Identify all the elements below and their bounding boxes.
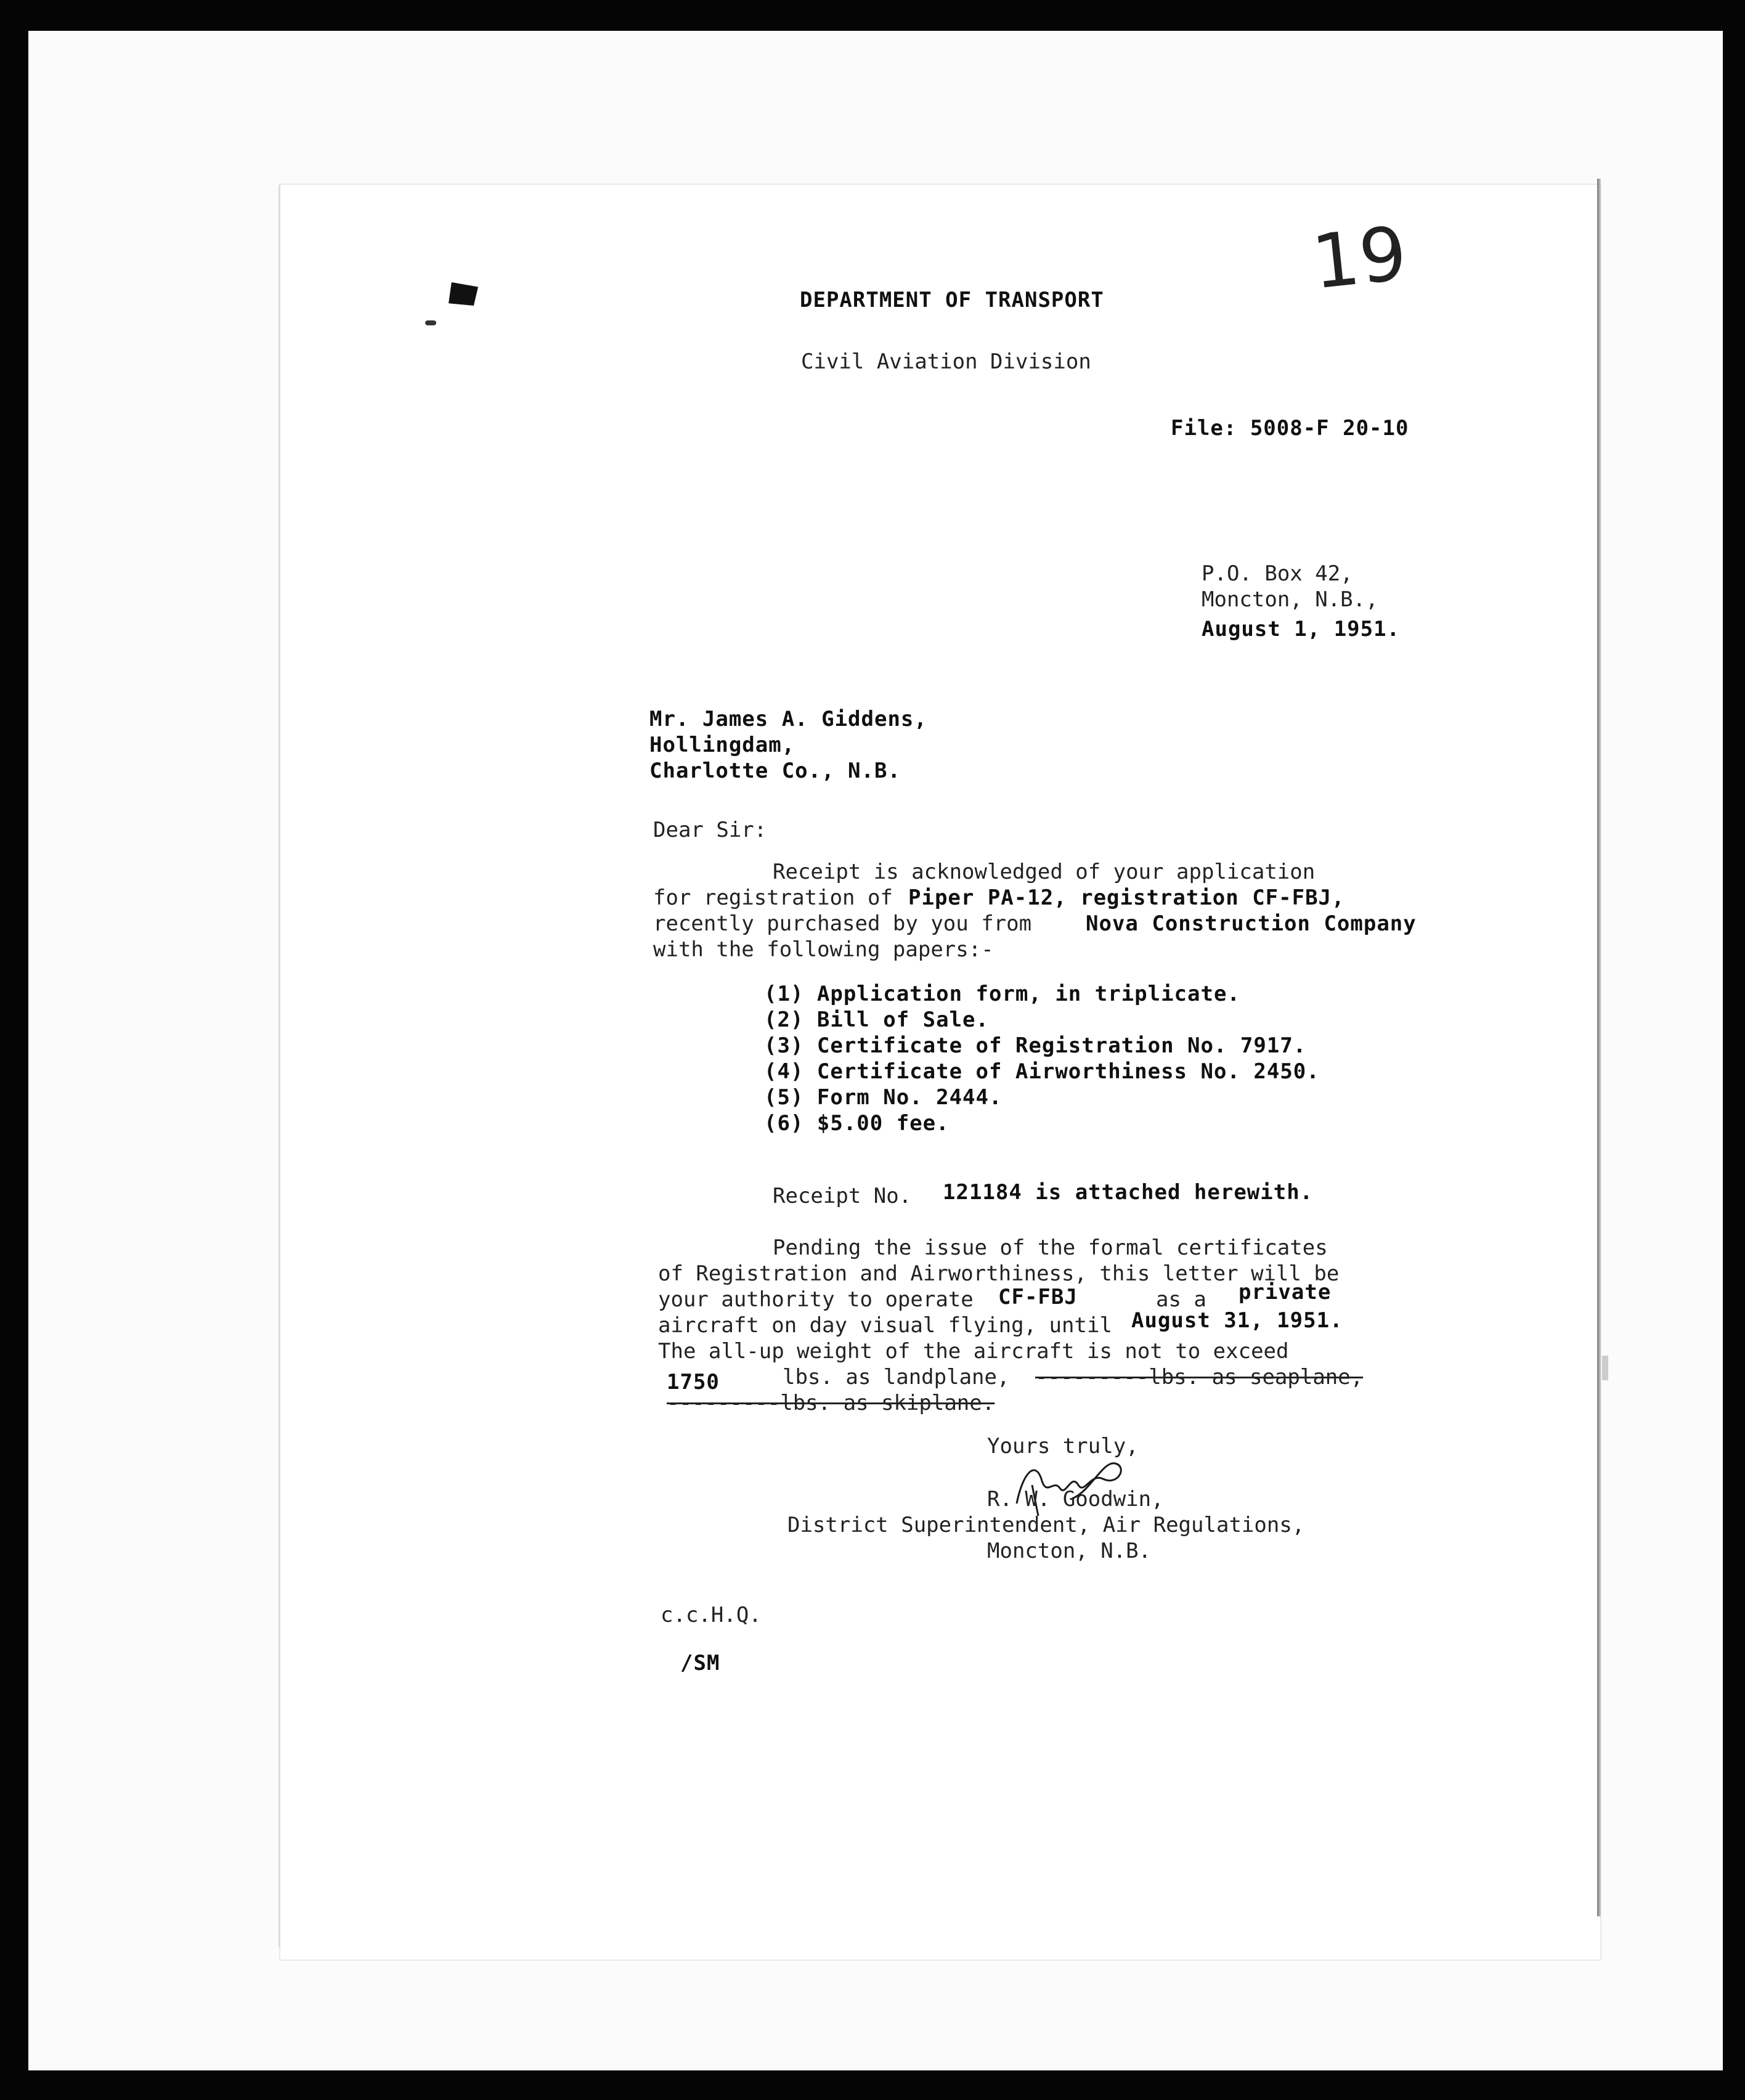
paper-item-1: (1) Application form, in triplicate.: [764, 982, 1240, 1006]
paper-item-2: (2) Bill of Sale.: [764, 1007, 989, 1032]
salutation: Dear Sir:: [653, 818, 767, 842]
closing: Yours truly,: [987, 1434, 1139, 1459]
sender-address-line-1: P.O. Box 42,: [1202, 561, 1353, 586]
body1-line-4: with the following papers:-: [653, 937, 994, 962]
body2-line-2: of Registration and Airworthiness, this letter will be: [658, 1261, 1340, 1286]
receipt-number: 121184 is attached herewith.: [943, 1180, 1314, 1205]
skiplane-weight-struck: ---------lbs. as skiplane.: [667, 1391, 995, 1415]
paper-item-4: (4) Certificate of Airworthiness No. 2450.: [764, 1059, 1320, 1084]
body2-line-4a: aircraft on day visual flying, until: [658, 1313, 1112, 1338]
signatory-location: Moncton, N.B.: [987, 1539, 1152, 1563]
signatory-title: District Superintendent, Air Regulations,: [787, 1513, 1305, 1537]
paper-edge-right: [1597, 179, 1601, 1916]
letter-date: August 1, 1951.: [1202, 617, 1401, 641]
body1-line-2a: for registration of: [653, 885, 893, 910]
landplane-weight: 1750: [667, 1370, 720, 1394]
typist-initials: /SM: [680, 1651, 720, 1675]
aircraft-registration: Piper PA-12, registration CF-FBJ,: [908, 885, 1345, 910]
body2-line-6b: lbs. as landplane,: [783, 1365, 1010, 1390]
operate-registration: CF-FBJ: [998, 1285, 1078, 1309]
paper-item-5: (5) Form No. 2444.: [764, 1085, 1003, 1110]
body1-line-1: Receipt is acknowledged of your application: [773, 860, 1316, 884]
recipient-address-2: Charlotte Co., N.B.: [649, 759, 901, 783]
file-reference: File: 5008-F 20-10: [1171, 416, 1409, 441]
receipt-label: Receipt No.: [773, 1184, 912, 1208]
expiry-date: August 31, 1951.: [1131, 1308, 1343, 1333]
carbon-copy: c.c.H.Q.: [661, 1603, 762, 1627]
letterhead-division: Civil Aviation Division: [801, 349, 1091, 374]
recipient-address-1: Hollingdam,: [649, 733, 795, 757]
signatory-name: R. W. Goodwin,: [987, 1487, 1164, 1512]
recipient-name: Mr. James A. Giddens,: [649, 707, 927, 731]
ink-mark: [425, 320, 436, 325]
body2-line-3a: your authority to operate: [658, 1287, 974, 1312]
handwritten-page-number: 19: [1308, 211, 1411, 306]
body2-line-1: Pending the issue of the formal certificates: [773, 1235, 1328, 1260]
seller-company: Nova Construction Company: [1086, 911, 1417, 936]
sender-address-line-2: Moncton, N.B.,: [1202, 587, 1378, 612]
scan-artifact: [1602, 1356, 1608, 1380]
body2-line-5: The all-up weight of the aircraft is not to exceed: [658, 1339, 1289, 1364]
letterhead-department: DEPARTMENT OF TRANSPORT: [800, 288, 1104, 312]
seaplane-weight-struck: ---------lbs. as seaplane,: [1035, 1365, 1364, 1390]
body2-line-3c: as a: [1156, 1287, 1206, 1312]
paper-item-6: (6) $5.00 fee.: [764, 1111, 950, 1136]
paper-item-3: (3) Certificate of Registration No. 7917.: [764, 1033, 1307, 1058]
operation-category: private: [1239, 1280, 1332, 1304]
body1-line-3a: recently purchased by you from: [653, 911, 1032, 936]
paper-edge-left: [279, 185, 280, 1947]
